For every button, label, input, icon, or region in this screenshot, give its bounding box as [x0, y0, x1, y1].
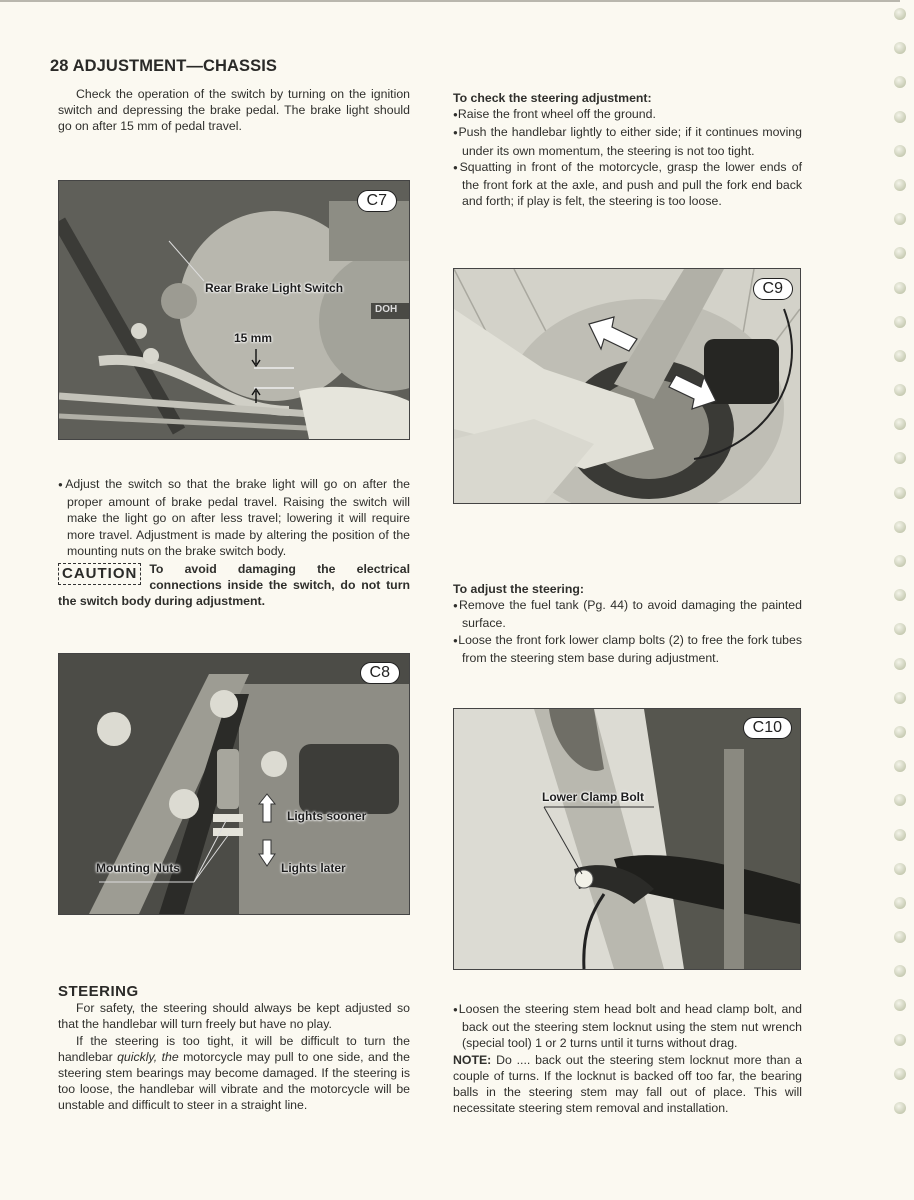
figure-c7	[58, 180, 410, 440]
binder-hole-icon	[894, 1102, 906, 1114]
binder-hole-icon	[894, 521, 906, 533]
adjust-switch-block	[58, 476, 410, 610]
note-paragraph	[453, 1052, 802, 1117]
binder-hole-icon	[894, 589, 906, 601]
binder-hole-icon	[894, 829, 906, 841]
intro-paragraph: Check the operation of the switch by turning on the ignition switch and depressing the brake pedal. The brake light should go on after 15 mm of pedal travel.	[58, 87, 410, 134]
page-top-rule	[0, 0, 900, 2]
binder-hole-icon	[894, 623, 906, 635]
steering-para-2-start: If the steering is too tight, it will be difficult to turn the handlebar	[58, 1033, 410, 1064]
binder-hole-icon	[894, 213, 906, 225]
binder-hole-icon	[894, 418, 906, 430]
binder-hole-icon	[894, 931, 906, 943]
note-text: Do .... back out the steering stem locknut more than a couple of turns. If the locknut is backed off too far, the bearing balls in the steering stem may fall out of place. This will necessitate steering stem removal and installation.	[453, 1052, 802, 1116]
figure-c7-badge: C7	[357, 190, 397, 212]
steering-para-1: For safety, the steering should always be kept adjusted so that the handlebar will turn freely but have no play.	[58, 1001, 410, 1032]
steering-para-2-end: motorcycle may pull to one side, and the steering stem bearings may become damaged. If the steering is too loose, the handlebar will vibrate and the motorcycle will be unstable and difficult to steer in a straight line.	[58, 1049, 410, 1113]
label-lower-clamp-bolt: Lower Clamp Bolt	[542, 790, 645, 804]
binder-hole-icon	[894, 692, 906, 704]
note-label: NOTE:	[453, 1052, 492, 1067]
check-steering-block	[453, 90, 802, 209]
binder-hole-icon	[894, 999, 906, 1011]
label-rear-brake-light-switch: Rear Brake Light Switch	[205, 281, 344, 295]
binder-hole-icon	[894, 282, 906, 294]
binder-hole-icon	[894, 1068, 906, 1080]
page-title: 28 ADJUSTMENT—CHASSIS	[50, 57, 278, 75]
caution-text: To avoid damaging the electrical connections inside the switch, do not turn the switch body during adjustment.	[58, 562, 410, 609]
loosen-bullet: ● Loosen the steering stem head bolt and head clamp bolt, and back out the steering stem locknut using the stem nut wrench (special tool) 1 or 2 turns until it turns without drag.	[453, 1001, 802, 1052]
figure-c8-photo	[59, 654, 409, 914]
binder-hole-icon	[894, 145, 906, 157]
binder-hole-icon	[894, 794, 906, 806]
figure-c9	[453, 268, 801, 504]
label-mounting-nuts: Mounting Nuts	[96, 861, 180, 875]
binder-hole-icon	[894, 1034, 906, 1046]
label-lights-later: Lights later	[281, 861, 346, 875]
figure-c9-badge: C9	[753, 278, 793, 300]
adjust-bullet-2: ● Loose the front fork lower clamp bolts (2) to free the fork tubes from the steering stem base during adjustment.	[453, 632, 802, 666]
binder-hole-icon	[894, 76, 906, 88]
steering-heading: STEERING	[58, 983, 139, 1000]
binder-hole-icon	[894, 316, 906, 328]
adjust-bullet-1: ● Remove the fuel tank (Pg. 44) to avoid damaging the painted surface.	[453, 597, 802, 631]
intro-block	[58, 86, 410, 135]
binder-hole-icon	[894, 247, 906, 259]
loosen-block	[453, 1001, 802, 1116]
binder-holes	[894, 8, 908, 1136]
label-lights-sooner: Lights sooner	[287, 809, 367, 823]
caution-notice	[58, 561, 410, 610]
check-bullet-1: ● Raise the front wheel off the ground.	[453, 106, 802, 124]
binder-hole-icon	[894, 760, 906, 772]
steering-section	[58, 984, 410, 1114]
adjust-steering-heading: To adjust the steering:	[453, 582, 584, 596]
label-dohc: DOH	[375, 304, 398, 315]
binder-hole-icon	[894, 452, 906, 464]
binder-hole-icon	[894, 726, 906, 738]
binder-hole-icon	[894, 658, 906, 670]
binder-hole-icon	[894, 179, 906, 191]
binder-hole-icon	[894, 487, 906, 499]
figure-c10-badge: C10	[743, 717, 792, 739]
figure-c10	[453, 708, 801, 970]
figure-c8	[58, 653, 410, 915]
steering-para-2	[58, 1033, 410, 1114]
label-15mm: 15 mm	[234, 331, 273, 345]
figure-c8-badge: C8	[360, 662, 400, 684]
binder-hole-icon	[894, 555, 906, 567]
binder-hole-icon	[894, 897, 906, 909]
binder-hole-icon	[894, 384, 906, 396]
steering-para-2-italic: quickly, the	[117, 1049, 179, 1064]
adjust-switch-bullet: ● Adjust the switch so that the brake light will go on after the proper amount of brake pedal travel. Raising the switch will make the light go on after less travel; lowering it will require more travel. Adjustment is made by altering the position of the mounting nuts on the brake switch body.	[58, 476, 410, 559]
figure-c10-photo	[454, 709, 800, 969]
binder-hole-icon	[894, 350, 906, 362]
binder-hole-icon	[894, 42, 906, 54]
figure-c7-photo	[59, 181, 409, 439]
caution-tag: CAUTION	[58, 563, 141, 585]
figure-c9-photo	[454, 269, 800, 503]
check-bullet-2: ● Push the handlebar lightly to either side; if it continues moving under its own momentum, the steering is not too tight.	[453, 124, 802, 158]
check-steering-heading: To check the steering adjustment:	[453, 91, 652, 105]
binder-hole-icon	[894, 8, 906, 20]
adjust-steering-block	[453, 581, 802, 666]
binder-hole-icon	[894, 965, 906, 977]
check-bullet-3: ● Squatting in front of the motorcycle, grasp the lower ends of the front fork at the axle, and push and pull the fork end back and forth; if play is felt, the steering is too loose.	[453, 159, 802, 210]
binder-hole-icon	[894, 111, 906, 123]
binder-hole-icon	[894, 863, 906, 875]
